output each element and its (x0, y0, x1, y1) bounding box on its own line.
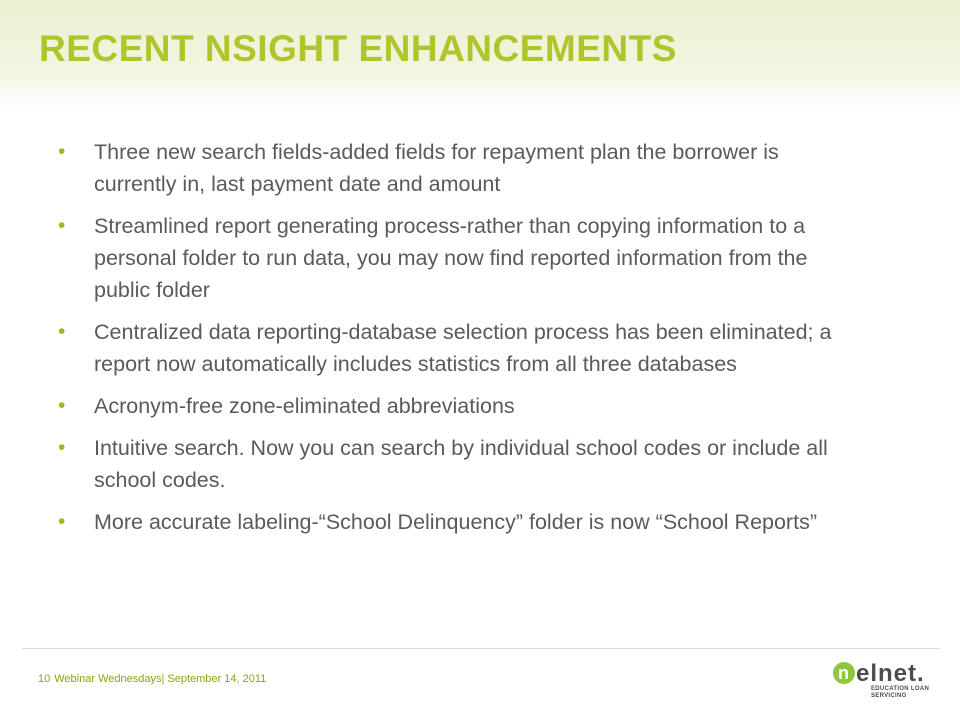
bullet-dot-icon: • (58, 510, 66, 533)
bullet-item (58, 136, 858, 200)
bullet-text: More accurate labeling-“School Delinquency” folder is now “School Reports” (94, 510, 817, 534)
bullet-text: Streamlined report generating process-rather than copying information to a personal folder to run data, you may now find reported information from the public folder (94, 214, 808, 302)
bullet-dot-icon: • (58, 140, 66, 163)
bullet-dot-icon: • (58, 320, 66, 343)
logo-wordmark (833, 661, 925, 687)
bullet-text: Acronym-free zone-eliminated abbreviations (94, 394, 515, 418)
bullet-item (58, 210, 858, 306)
logo-n-icon: n (833, 662, 855, 684)
bullet-list (58, 136, 858, 548)
bullet-item (58, 506, 858, 538)
footer-text: Webinar Wednesdays| September 14, 2011 (54, 673, 267, 685)
slide-title: RECENT NSIGHT ENHANCEMENTS (39, 28, 677, 69)
logo-subtitle-line1: EDUCATION LOAN (871, 686, 930, 692)
bullet-item (58, 432, 858, 496)
logo-subtitle (871, 686, 929, 700)
bullet-dot-icon: • (58, 214, 66, 237)
nelnet-logo (833, 661, 933, 705)
bullet-item (58, 390, 858, 422)
footer-divider (22, 648, 940, 649)
bullet-item (58, 316, 858, 380)
bullet-text: Three new search fields-added fields for repayment plan the borrower is currently in, last payment date and amount (94, 140, 779, 196)
bullet-dot-icon: • (58, 436, 66, 459)
bullet-text: Centralized data reporting-database selection process has been eliminated; a report now automatically includes statistics from all three databases (94, 320, 832, 376)
logo-wordmark-text: elnet. (856, 660, 925, 687)
page-number: 10 (38, 673, 51, 685)
bullet-dot-icon: • (58, 394, 66, 417)
bullet-text: Intuitive search. Now you can search by individual school codes or include all school codes. (94, 436, 828, 492)
logo-subtitle-line2: SERVICING (871, 693, 907, 699)
footer (38, 673, 266, 685)
